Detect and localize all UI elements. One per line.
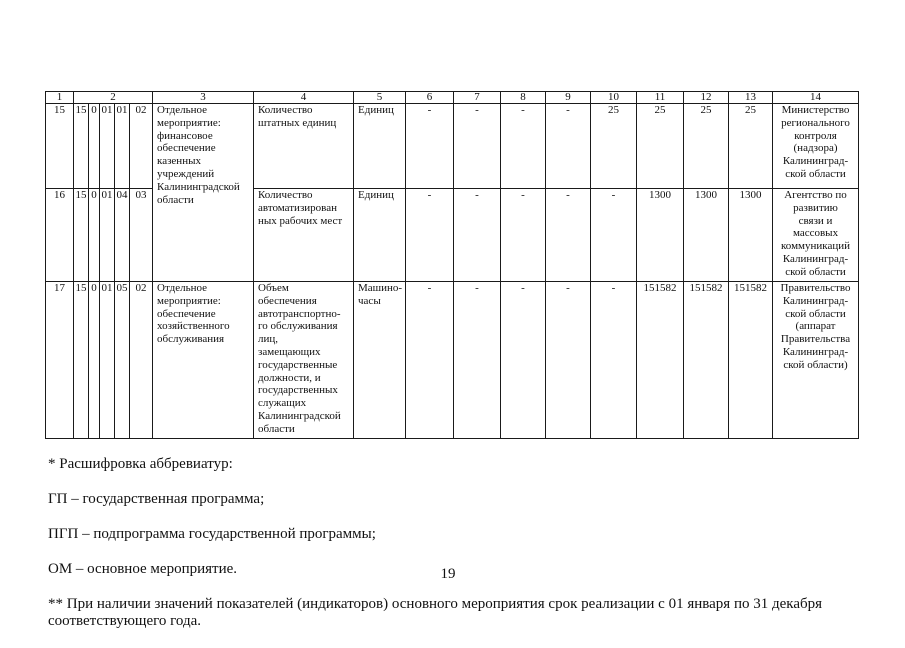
- value-cell: -: [406, 104, 454, 189]
- code-cell: 15: [74, 104, 89, 189]
- code-cell: 0: [89, 189, 100, 282]
- value-cell: -: [406, 282, 454, 439]
- code-cell: 03: [130, 189, 153, 282]
- footnote-period: ** При наличии значений показателей (индикаторов) основного мероприятия срок реализации с 01 января по 31 декабря соответствующего года.: [48, 595, 823, 629]
- table-header-row: [46, 92, 859, 104]
- code-cell: 01: [100, 189, 115, 282]
- value-cell: -: [501, 104, 546, 189]
- value-cell: -: [591, 189, 637, 282]
- table-header-cell: 7: [454, 92, 501, 104]
- table-row: [46, 282, 859, 439]
- value-cell: -: [591, 282, 637, 439]
- code-cell: 02: [130, 282, 153, 439]
- code-cell: 05: [115, 282, 130, 439]
- table-header-cell: 9: [546, 92, 591, 104]
- code-cell: 0: [89, 104, 100, 189]
- table-header-cell: 2: [74, 92, 153, 104]
- code-cell: 15: [74, 282, 89, 439]
- table-header-cell: 8: [501, 92, 546, 104]
- indicator-cell: Объем обеспечения автотранспортно- го обслуживания лиц, замещающих государственные должности, и государственных служащих Калининградской области: [254, 282, 354, 439]
- executor-cell: Министерство регионального контроля (надзора) Калининград- ской области: [773, 104, 859, 189]
- executor-cell: Агентство по развитию связи и массовых коммуникаций Калининград- ской области: [773, 189, 859, 282]
- indicators-table: [45, 91, 859, 439]
- unit-cell: Единиц: [354, 189, 406, 282]
- code-cell: 15: [74, 189, 89, 282]
- value-cell: 1300: [729, 189, 773, 282]
- value-cell: 25: [729, 104, 773, 189]
- value-cell: -: [546, 282, 591, 439]
- measure-cell: Отдельное мероприятие: финансовое обеспечение казенных учреждений Калининградской области: [153, 104, 254, 282]
- value-cell: 25: [637, 104, 684, 189]
- value-cell: -: [454, 189, 501, 282]
- table-header-cell: 13: [729, 92, 773, 104]
- value-cell: -: [546, 189, 591, 282]
- value-cell: -: [454, 104, 501, 189]
- table-row: [46, 104, 859, 189]
- unit-cell: Машино- часы: [354, 282, 406, 439]
- value-cell: 151582: [637, 282, 684, 439]
- measure-cell: Отдельное мероприятие: обеспечение хозяйственного обслуживания: [153, 282, 254, 439]
- table-header-cell: 6: [406, 92, 454, 104]
- value-cell: -: [546, 104, 591, 189]
- value-cell: 1300: [684, 189, 729, 282]
- value-cell: 25: [591, 104, 637, 189]
- executor-cell: Правительство Калининград- ской области (аппарат Правительства Калининград- ской области): [773, 282, 859, 439]
- value-cell: -: [501, 189, 546, 282]
- value-cell: -: [454, 282, 501, 439]
- value-cell: 25: [684, 104, 729, 189]
- value-cell: 151582: [684, 282, 729, 439]
- code-cell: 01: [100, 282, 115, 439]
- row-number-cell: 17: [46, 282, 74, 439]
- table-header-cell: 11: [637, 92, 684, 104]
- table-header-cell: 14: [773, 92, 859, 104]
- unit-cell: Единиц: [354, 104, 406, 189]
- value-cell: -: [406, 189, 454, 282]
- footnote-abbreviations-title: * Расшифровка аббревиатур:: [48, 455, 233, 472]
- table-header-cell: 1: [46, 92, 74, 104]
- page-number: 19: [440, 566, 456, 582]
- table-header-cell: 10: [591, 92, 637, 104]
- footnote-om: ОМ – основное мероприятие.: [48, 560, 238, 577]
- indicator-cell: Количество штатных единиц: [254, 104, 354, 189]
- value-cell: -: [501, 282, 546, 439]
- footnote-pgp: ПГП – подпрограмма государственной программы;: [48, 525, 376, 542]
- row-number-cell: 15: [46, 104, 74, 189]
- indicator-cell: Количество автоматизирован ных рабочих мест: [254, 189, 354, 282]
- value-cell: 1300: [637, 189, 684, 282]
- table-header-cell: 12: [684, 92, 729, 104]
- table-header-cell: 5: [354, 92, 406, 104]
- footnotes: [48, 438, 898, 648]
- code-cell: 01: [100, 104, 115, 189]
- code-cell: 04: [115, 189, 130, 282]
- code-cell: 0: [89, 282, 100, 439]
- code-cell: 01: [115, 104, 130, 189]
- table-header-cell: 3: [153, 92, 254, 104]
- code-cell: 02: [130, 104, 153, 189]
- value-cell: 151582: [729, 282, 773, 439]
- table-header-cell: 4: [254, 92, 354, 104]
- row-number-cell: 16: [46, 189, 74, 282]
- footnote-gp: ГП – государственная программа;: [48, 490, 265, 507]
